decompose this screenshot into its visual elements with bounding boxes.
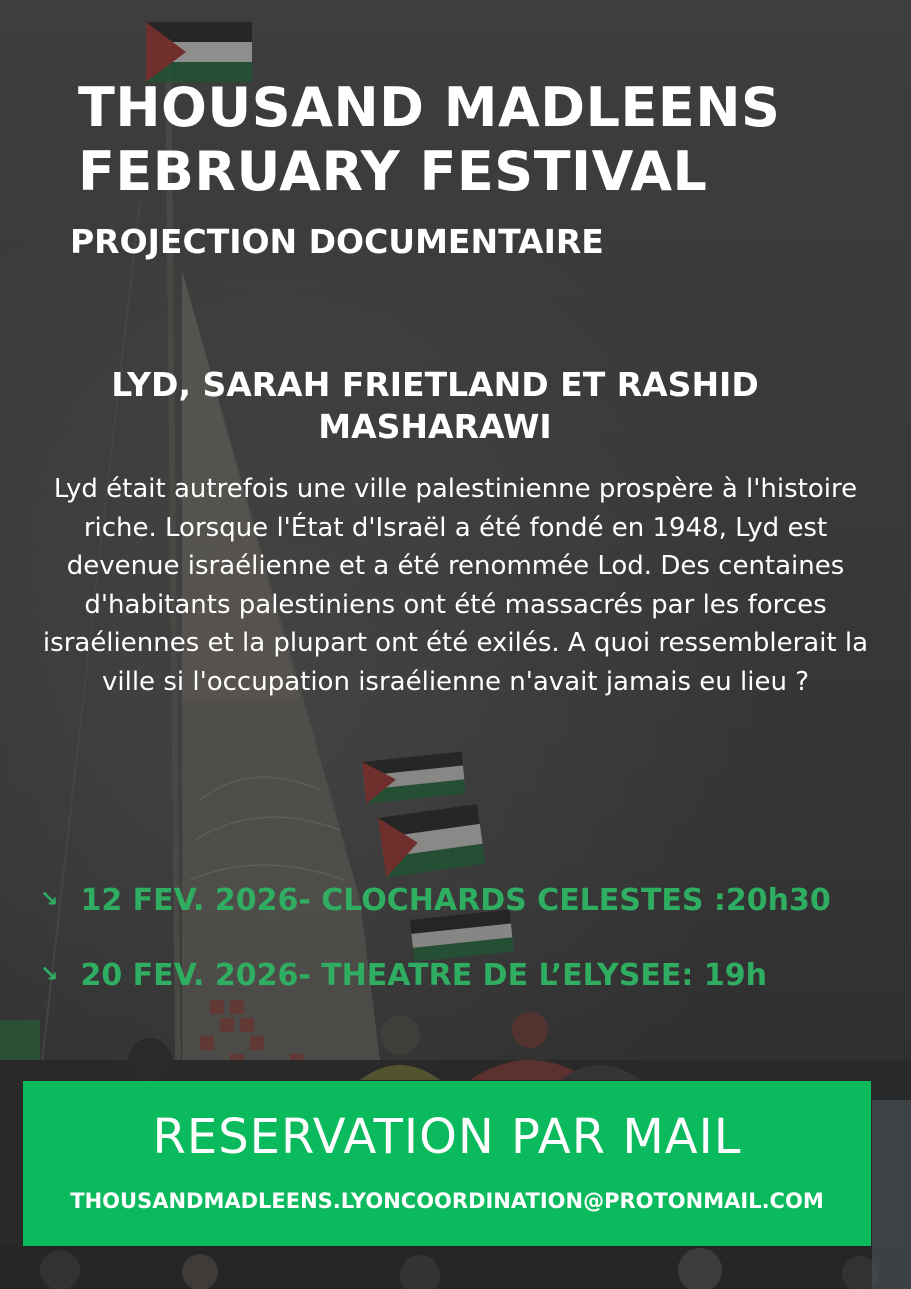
film-title: LYD, SARAH FRIETLAND ET RASHID MASHARAWI xyxy=(111,365,759,446)
screening-item xyxy=(40,955,767,996)
screening-item xyxy=(40,880,831,921)
reservation-heading: RESERVATION PAR MAIL xyxy=(152,1109,742,1165)
screening-text: 12 FEV. 2026- CLOCHARDS CELESTES :20h30 xyxy=(80,883,831,918)
festival-title-line-1: THOUSAND MADLEENS xyxy=(78,76,781,139)
film-synopsis: Lyd était autrefois une ville palestinienne prospère à l'histoire riche. Lorsque l'État d'Israël a été fondé en 1948, Lyd est devenue israélienne et a été renommée Lod. Des centaines d'habitants palestiniens ont été massacrés par les forces israéliennes et la plupart ont été exilés. A quoi ressemblerait la ville si l'occupation israélienne n'avait jamais eu lieu ? xyxy=(42,474,869,697)
arrow-down-right-icon: ↘ xyxy=(40,962,59,987)
festival-title xyxy=(78,76,878,204)
reservation-banner xyxy=(23,1081,871,1246)
event-type-subtitle: PROJECTION DOCUMENTAIRE xyxy=(70,222,604,261)
festival-title-line-2: FEBRUARY FESTIVAL xyxy=(78,140,708,203)
arrow-down-right-icon: ↘ xyxy=(40,887,59,912)
screening-text: 20 FEV. 2026- THEATRE DE L’ELYSEE: 19h xyxy=(80,958,767,993)
reservation-email-link[interactable]: THOUSANDMADLEENS.LYONCOORDINATION@PROTONMAIL.COM xyxy=(70,1189,824,1213)
